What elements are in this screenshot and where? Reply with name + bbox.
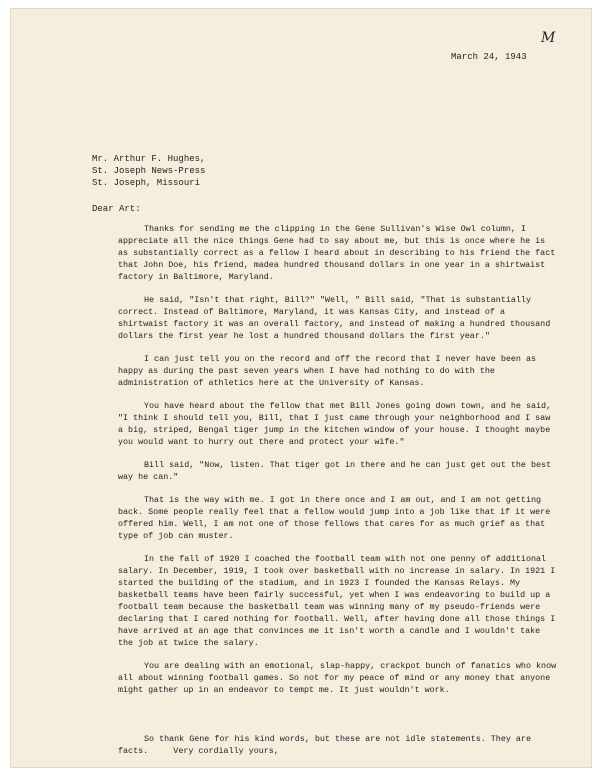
paragraph: That is the way with me. I got in there once and I am out, and I am not getting back. Some people really feel that a fellow would jump into a job like that if it were offered him. Well, I am not one of those fellows that cares for as much grief as that type of job can muster. <box>118 494 551 541</box>
letter-page <box>10 8 592 768</box>
letter-body <box>118 223 558 707</box>
recipient-city: St. Joseph, Missouri <box>92 178 201 188</box>
closing-text: So thank Gene for his kind words, but these are not idle statements. They are facts. <box>118 734 531 757</box>
paragraph: He said, "Isn't that right, Bill?" "Well, " Bill said, "That is substantially correct. Instead of Baltimore, Maryland, it was Kansas City, and instead of a shirtwaist factory it was an overall factory, and instead of making a hundred thousand dollars the first year he lost a hundred thousand dollars the first year." <box>118 295 551 342</box>
recipient-org: St. Joseph News-Press <box>92 166 206 176</box>
recipient-address <box>92 153 205 189</box>
paragraph: Thanks for sending me the clipping in the Gene Sullivan's Wise Owl column, I appreciate all the nice things Gene had to say about me, but this is once where he is as substantially correct as a fellow I heard about in describing to his friend the fact that John Doe, his friend, madea hundred thousand dollars in one year in a shirtwaist factory in Baltimore, Maryland. <box>118 224 556 283</box>
handwritten-mark: M <box>541 30 556 46</box>
closing-line <box>118 733 558 757</box>
paragraph: Bill said, "Now, listen. That tiger got in there and he can just get out the best way he can." <box>118 459 552 482</box>
paragraph: You are dealing with an emotional, slap-happy, crackpot bunch of fanatics who know all about winning football games. So not for my peace of mind or any money that anyone might gather up in an endeavor to tempt me. It just wouldn't work. <box>118 660 557 696</box>
paragraph: You have heard about the fellow that met Bill Jones going down town, and he said, "I think I should tell you, Bill, that I just came through your neighborhood and I saw a big, striped, Bengal tiger jump in the kitchen window of your house. I thought maybe you would want to hurry out there and protect your wife." <box>118 400 552 448</box>
recipient-name: Mr. Arthur F. Hughes, <box>92 154 206 164</box>
paragraph: In the fall of 1920 I coached the football team with not one penny of additional salary. In December, 1919, I took over basketball with no increase in salary. In 1921 I started the building of the stadium, and in 1923 I founded the Kansas Relays. My basketball teams have been fairly successful, yet when I was endeavoring to build up a football team because the basketball team was winning many of my pseudo-friends were declaring that I cared nothing for football. Well, after having done all those things I have arrived at an age that convinces me it isn't worth a candle and I wouldn't take the job at twice the salary. <box>118 553 556 649</box>
paragraph: I can just tell you on the record and off the record that I never have been as happy as during the past seven years when I have had nothing to do with the administration of athletics here at the University of Kansas. <box>118 354 537 389</box>
salutation: Dear Art: <box>92 204 141 214</box>
letter-date: March 24, 1943 <box>451 52 527 62</box>
closing <box>118 733 558 757</box>
signoff: Very cordially yours, <box>173 746 279 757</box>
